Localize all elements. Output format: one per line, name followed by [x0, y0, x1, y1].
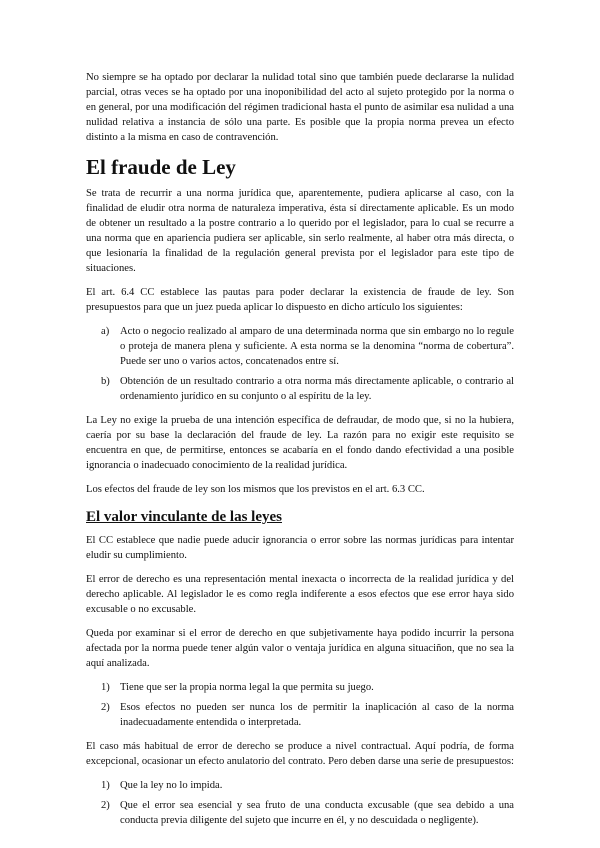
list-marker: a)	[101, 326, 110, 337]
valor-paragraph-1: El CC establece que nadie puede aducir ignorancia o error sobre las normas jurídicas para intentar eludir su cumplimiento.	[86, 535, 514, 561]
list-marker: 2)	[101, 800, 110, 811]
list-marker: 1)	[101, 682, 110, 693]
valor-paragraph-2: El error de derecho es una representación mental inexacta o incorrecta de la realidad jurídica y del derecho aplicable. Al legislador le es como regla indiferente a esos efectos que ese error haya sido excusable o no excusable.	[86, 574, 514, 615]
fraude-paragraph-3: La Ley no exige la prueba de una intención específica de defraudar, de modo que, si no la hubiera, caería por su base la declaración del fraude de ley. La razón para no exigir este requisito se encuentra en que, de permitirse, entonces se acabaría en el fondo dando efectividad a una posible ignorancia o inadecuado conocimiento de la realidad jurídica.	[86, 415, 514, 471]
heading-valor-vinculante: El valor vinculante de las leyes	[86, 509, 282, 525]
list-item	[86, 798, 514, 828]
list-item-text: Acto o negocio realizado al amparo de una determinada norma que sin embargo no lo regule o proteja de manera plena y suficiente. A esta norma se la denomina “norma de cobertura”. Puede ser uno o varios actos, concatenados entre sí.	[120, 326, 514, 367]
valor-paragraph-4: El caso más habitual de error de derecho se produce a nivel contractual. Aquí podría, de forma excepcional, ocasionar un efecto anulatorio del contrato. Pero deben darse una serie de presupuestos:	[86, 741, 514, 767]
list-marker: 1)	[101, 780, 110, 791]
list-item	[86, 324, 514, 369]
list-marker: b)	[101, 376, 110, 387]
list-item	[86, 680, 514, 695]
fraude-presupuestos-list	[86, 324, 514, 404]
valor-list-1	[86, 680, 514, 730]
intro-paragraph: No siempre se ha optado por declarar la nulidad total sino que también puede declararse la nulidad parcial, otras veces se ha optado por una inoponibilidad del acto al sujeto protegido por la norma o en general, por una modificación del régimen tradicional hasta el punto de asimilar esa nulidad a una nulidad relativa a instancia de sólo una parte. Es posible que la propia norma prevea un efecto distinto a la misma en caso de contravención.	[86, 72, 514, 143]
list-item	[86, 778, 514, 793]
list-item-text: Que la ley no lo impida.	[120, 780, 223, 791]
list-item-text: Que el error sea esencial y sea fruto de una conducta excusable (que sea debido a una conducta previa diligente del sujeto que incurre en él, y no descuidada o negligente).	[120, 800, 514, 826]
heading-fraude-de-ley: El fraude de Ley	[86, 155, 236, 179]
list-marker: 2)	[101, 702, 110, 713]
list-item-text: Obtención de un resultado contrario a otra norma más directamente aplicable, o contrario al ordenamiento jurídico en su conjunto o al espíritu de la ley.	[120, 376, 514, 402]
valor-paragraph-3: Queda por examinar si el error de derecho en que subjetivamente haya podido incurrir la persona afectada por la norma puede tener algún valor o ventaja jurídica en alguna situaciñon, que no sea la aquí analizada.	[86, 628, 514, 669]
list-item-text: Esos efectos no pueden ser nunca los de permitir la inaplicación al caso de la norma inadecuadamente entendida o interpretada.	[120, 702, 514, 728]
fraude-paragraph-2: El art. 6.4 CC establece las pautas para poder declarar la existencia de fraude de ley. Son presupuestos para que un juez pueda aplicar lo dispuesto en dicho artículo los siguientes:	[86, 287, 514, 313]
list-item-text: Tiene que ser la propia norma legal la que permita su juego.	[120, 682, 374, 693]
fraude-paragraph-1: Se trata de recurrir a una norma jurídica que, aparentemente, pudiera aplicarse al caso, con la finalidad de eludir otra norma de naturaleza imperativa, ésta sí directamente aplicable. Es un modo de obtener un resultado a la postre contrario a lo querido por el legislador, para lo cual se recurre a una norma que en apariencia pudiera ser aplicable, sin serlo realmente, al haber otra más directa, o que lesionaría la finalidad de la regulación general prevista por el legislador para este tipo de situaciones.	[86, 188, 514, 274]
fraude-paragraph-4: Los efectos del fraude de ley son los mismos que los previstos en el art. 6.3 CC.	[86, 484, 425, 495]
list-item	[86, 374, 514, 404]
list-item	[86, 700, 514, 730]
valor-list-2	[86, 778, 514, 828]
